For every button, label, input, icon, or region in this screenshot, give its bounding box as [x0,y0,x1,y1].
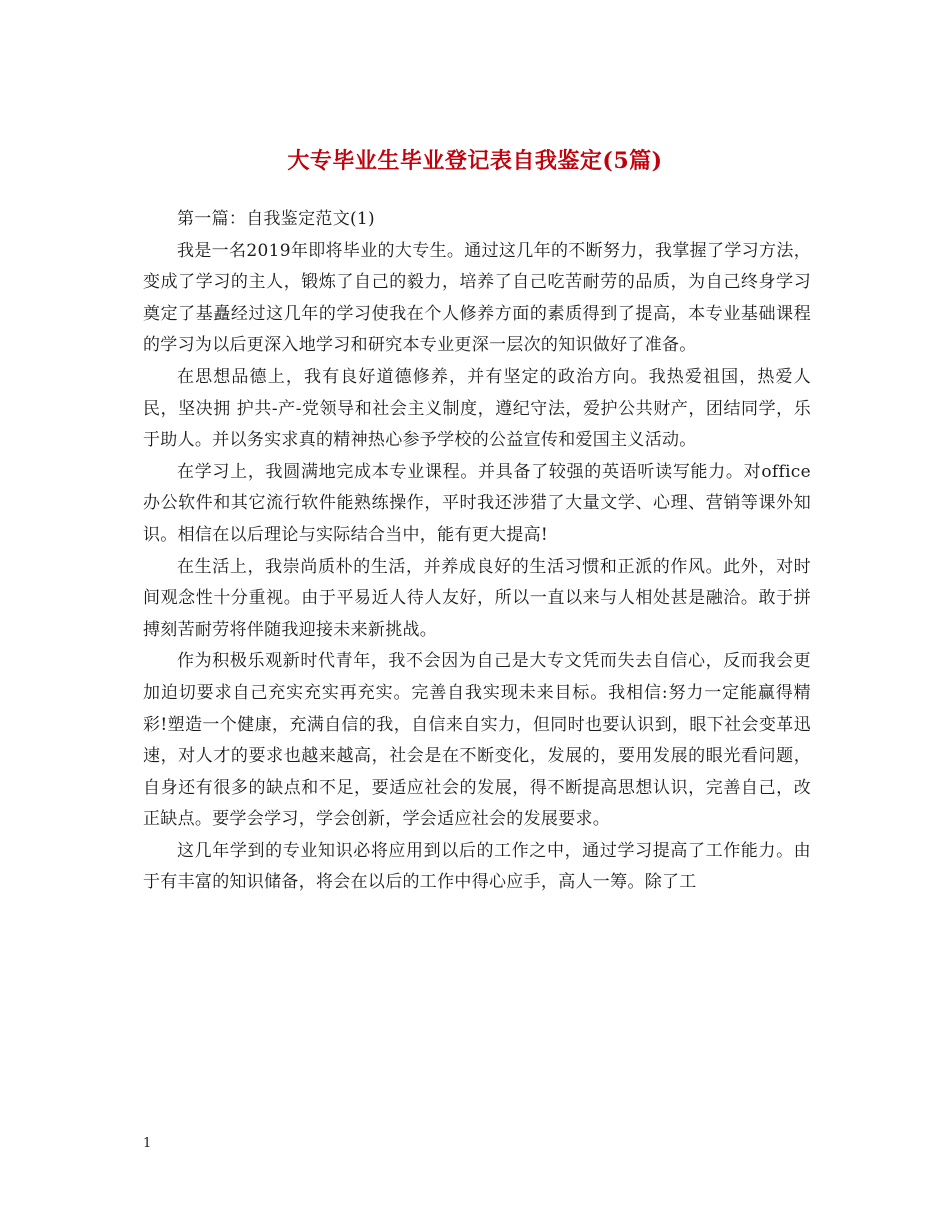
page-number: 1 [143,1136,152,1151]
document-body [143,204,811,899]
paragraph-2: 在思想品德上，我有良好道德修养，并有坚定的政治方向。我热爱祖国，热爱人民，坚决拥 护共-产-党领导和社会主义制度，遵纪守法，爱护公共财产，团结同学，乐于助人。并以务实求真的精神热心参予学校的公益宣传和爱国主义活动。 [143,366,811,451]
section-heading: 第一篇：自我鉴定范文(1) [177,209,375,229]
paragraph-1: 我是一名2019年即将毕业的大专生。通过这几年的不断努力，我掌握了学习方法，变成了学习的主人，锻炼了自己的毅力，培养了自己吃苦耐劳的品质，为自己终身学习奠定了基矗经过这几年的学习使我在个人修养方面的素质得到了提高，本专业基础课程的学习为以后更深入地学习和研究本专业更深一层次的知识做好了准备。 [143,240,811,356]
paragraph-3: 在学习上，我圆满地完成本专业课程。并具备了较强的英语听读写能力。对office办公软件和其它流行软件能熟练操作，平时我还涉猎了大量文学、心理、营销等课外知识。相信在以后理论与实际结合当中，能有更大提高! [143,461,811,545]
paragraph-5: 作为积极乐观新时代青年，我不会因为自己是大专文凭而失去自信心，反而我会更加迫切要求自己充实充实再充实。完善自我实现未来目标。我相信:努力一定能赢得精彩!塑造一个健康，充满自信的我，自信来自实力，但同时也要认识到，眼下社会变革迅速，对人才的要求也越来越高，社会是在不断变化，发展的，要用发展的眼光看问题，自身还有很多的缺点和不足，要适应社会的发展，得不断提高思想认识，完善自己，改正缺点。要学会学习，学会创新，学会适应社会的发展要求。 [143,651,811,830]
paragraph-4: 在生活上，我崇尚质朴的生活，并养成良好的生活习惯和正派的作风。此外，对时间观念性十分重视。由于平易近人待人友好，所以一直以来与人相处甚是融洽。敢于拼搏刻苦耐劳将伴随我迎接未来新挑战。 [143,556,811,640]
paragraph-6: 这几年学到的专业知识必将应用到以后的工作之中，通过学习提高了工作能力。由于有丰富的知识储备，将会在以后的工作中得心应手，高人一筹。除了工 [143,840,811,893]
document-title: 大专毕业生毕业登记表自我鉴定(5篇) [287,147,663,174]
